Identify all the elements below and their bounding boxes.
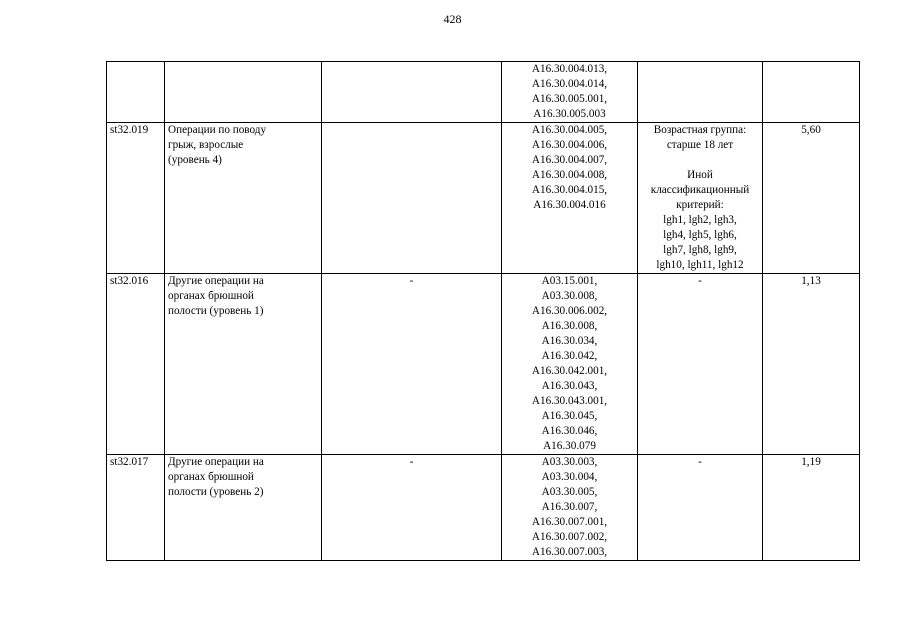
cell-ksg-name <box>165 123 322 274</box>
cell-ksg-name <box>165 62 322 123</box>
name-line: органах брюшной <box>168 471 254 483</box>
criteria-line: - <box>698 275 702 287</box>
cell-service-codes <box>502 455 638 561</box>
service-code: A16.30.004.015, <box>531 184 608 196</box>
service-code: A16.30.004.007, <box>531 154 608 166</box>
service-code: A03.15.001, <box>541 275 598 287</box>
service-code: A16.30.004.008, <box>531 169 608 181</box>
service-code: A16.30.007.002, <box>531 531 608 543</box>
service-code: A16.30.005.001, <box>531 93 608 105</box>
name-line: полости (уровень 1) <box>168 305 264 317</box>
service-code: A16.30.004.005, <box>531 124 608 136</box>
blank-line <box>641 153 759 168</box>
criteria-line: классификационный <box>650 184 750 196</box>
name-line: (уровень 4) <box>168 154 222 166</box>
service-code: A16.30.007, <box>541 501 598 513</box>
table-body <box>107 62 860 561</box>
criteria-line: старше 18 лет <box>666 139 734 151</box>
service-code: A16.30.007.001, <box>531 516 608 528</box>
cell-ksg-name <box>165 274 322 455</box>
cell-criteria <box>638 123 763 274</box>
table-row <box>107 123 860 274</box>
service-code: A16.30.042, <box>541 350 598 362</box>
cell-service-codes <box>502 123 638 274</box>
cell-service-codes <box>502 274 638 455</box>
cell-ksg-code: st32.019 <box>107 123 165 274</box>
name-line: Операции по поводу <box>168 124 267 136</box>
cell-coefficient: 5,60 <box>763 123 860 274</box>
service-code: A16.30.043.001, <box>531 395 608 407</box>
cell-coefficient: 1,19 <box>763 455 860 561</box>
criteria-line: - <box>698 456 702 468</box>
service-code: A16.30.004.014, <box>531 78 608 90</box>
service-code: A16.30.045, <box>541 410 598 422</box>
service-code: A16.30.004.013, <box>531 63 608 75</box>
tariff-table <box>106 61 860 561</box>
service-code: A16.30.007.003, <box>531 546 608 558</box>
service-code: A16.30.079 <box>543 440 596 452</box>
name-line: Другие операции на <box>168 275 264 287</box>
service-code: A03.30.004, <box>541 471 598 483</box>
table-row <box>107 62 860 123</box>
cell-ksg-name <box>165 455 322 561</box>
service-code: A16.30.043, <box>541 380 598 392</box>
service-code: A16.30.005.003 <box>533 108 606 120</box>
criteria-line: lgh1, lgh2, lgh3, <box>663 214 737 226</box>
name-line: полости (уровень 2) <box>168 486 264 498</box>
service-code: A16.30.046, <box>541 425 598 437</box>
service-code: A16.30.042.001, <box>531 365 608 377</box>
table-row <box>107 455 860 561</box>
table-row <box>107 274 860 455</box>
cell-diagnosis-codes <box>322 62 502 123</box>
cell-criteria <box>638 274 763 455</box>
name-line: органах брюшной <box>168 290 254 302</box>
cell-diagnosis-codes: - <box>322 455 502 561</box>
criteria-line: lgh4, lgh5, lgh6, <box>663 229 737 241</box>
service-code: A16.30.006.002, <box>531 305 608 317</box>
cell-coefficient <box>763 62 860 123</box>
cell-diagnosis-codes: - <box>322 274 502 455</box>
page-number: 428 <box>443 12 462 26</box>
criteria-line: Возрастная группа: <box>653 124 747 136</box>
service-code: A16.30.008, <box>541 320 598 332</box>
service-code: A03.30.005, <box>541 486 598 498</box>
cell-criteria <box>638 455 763 561</box>
criteria-line: критерий: <box>676 199 724 211</box>
cell-service-codes <box>502 62 638 123</box>
cell-ksg-code: st32.017 <box>107 455 165 561</box>
service-code: A16.30.004.016 <box>533 199 606 211</box>
criteria-line: Иной <box>687 169 713 181</box>
criteria-line: lgh10, lgh11, lgh12 <box>656 259 744 271</box>
name-line: Другие операции на <box>168 456 264 468</box>
cell-coefficient: 1,13 <box>763 274 860 455</box>
criteria-line: lgh7, lgh8, lgh9, <box>663 244 737 256</box>
service-code: A03.30.008, <box>541 290 598 302</box>
cell-ksg-code: st32.016 <box>107 274 165 455</box>
service-code: A16.30.004.006, <box>531 139 608 151</box>
name-line: грыж, взрослые <box>168 139 244 151</box>
cell-criteria <box>638 62 763 123</box>
cell-ksg-code <box>107 62 165 123</box>
cell-diagnosis-codes <box>322 123 502 274</box>
service-code: A03.30.003, <box>541 456 598 468</box>
service-code: A16.30.034, <box>541 335 598 347</box>
